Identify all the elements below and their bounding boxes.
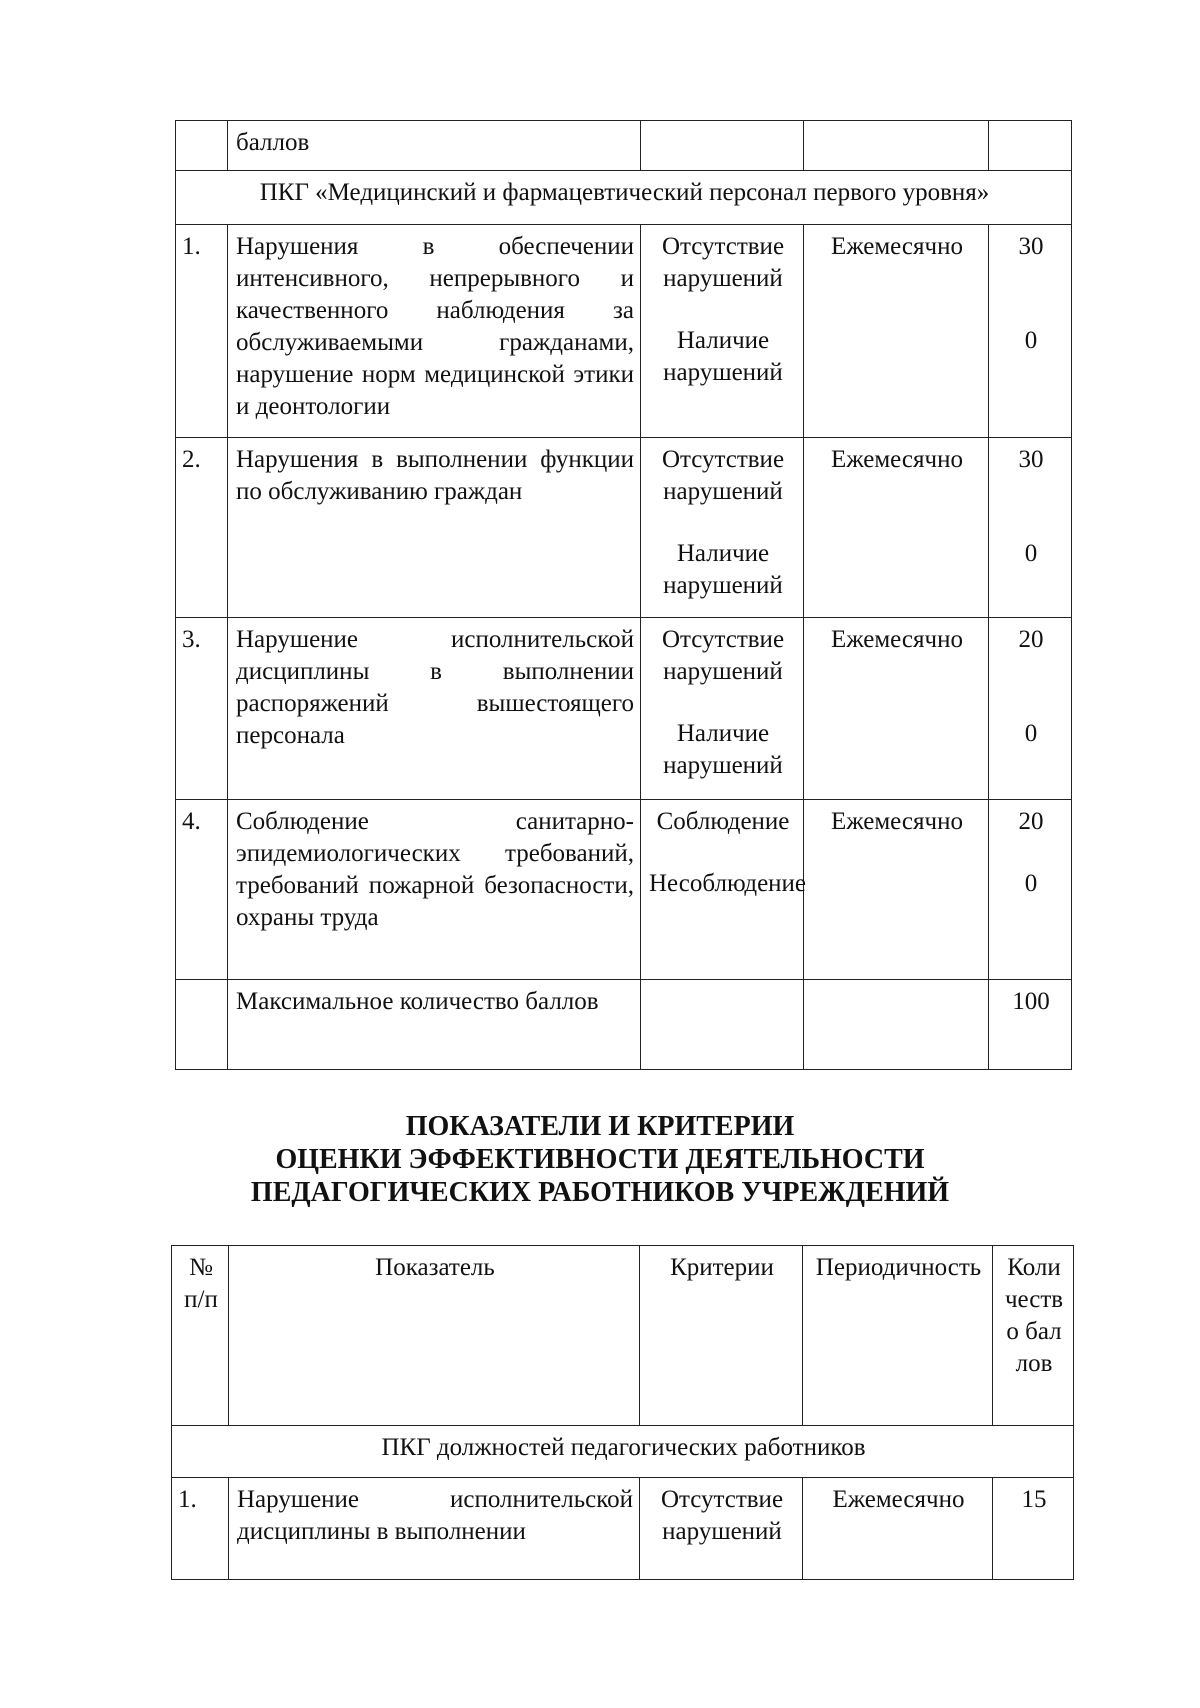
period-cell: Ежемесячно: [804, 225, 989, 438]
criteria-cell: [641, 438, 804, 618]
row-number: 4.: [176, 800, 228, 980]
heading-line: ПОКАЗАТЕЛИ И КРИТЕРИИ: [405, 1111, 795, 1142]
criteria-negative: Наличие нарушений: [663, 540, 783, 599]
section-row: [176, 171, 1072, 225]
criteria-positive: Соблюдение: [656, 808, 790, 835]
criteria-negative: Наличие нарушений: [663, 327, 783, 386]
header-num: № п/п: [172, 1246, 229, 1426]
points-cell: [989, 800, 1072, 980]
max-points-row: [176, 980, 1072, 1070]
criteria-positive: Отсутствие нарушений: [661, 233, 785, 292]
points-positive: 20: [1018, 626, 1044, 653]
period-cell: Ежемесячно: [803, 1478, 993, 1580]
indicator-cell: Максимальное количество баллов: [228, 980, 641, 1070]
max-points: 100: [989, 980, 1072, 1070]
period-cell: Ежемесячно: [804, 618, 989, 800]
points-positive: 30: [1018, 446, 1044, 473]
points-negative: 0: [1024, 540, 1038, 567]
section-title: ПКГ «Медицинский и фармацевтический персонал первого уровня»: [176, 171, 1072, 225]
header-criteria: Критерии: [640, 1246, 803, 1426]
heading-line: ОЦЕНКИ ЭФФЕКТИВНОСТИ ДЕЯТЕЛЬНОСТИ: [275, 1144, 925, 1175]
header-row: [172, 1246, 1074, 1426]
indicator-cell: Нарушение исполнительской дисциплины в выполнении распоряжений вышестоящего персонала: [228, 618, 641, 800]
points-cell: [989, 121, 1072, 171]
points-cell: [989, 225, 1072, 438]
points-positive: 20: [1018, 808, 1044, 835]
section-title: ПКГ должностей педагогических работников: [172, 1426, 1074, 1478]
heading-line: ПЕДАГОГИЧЕСКИХ РАБОТНИКОВ УЧРЕЖДЕНИЙ: [250, 1177, 950, 1208]
indicator-cell: баллов: [228, 121, 641, 171]
row-number: 1.: [176, 225, 228, 438]
criteria-table-pedagogical: [171, 1245, 1074, 1580]
table-row: [176, 121, 1072, 171]
table-row: [172, 1478, 1074, 1580]
period-cell: Ежемесячно: [804, 800, 989, 980]
indicator-cell: Соблюдение санитарно-эпидемиологических требований, требований пожарной безопасности, охраны труда: [228, 800, 641, 980]
period-cell: [804, 980, 989, 1070]
points-negative: 0: [1024, 327, 1038, 354]
header-period: Периодичность: [803, 1246, 993, 1426]
criteria-negative: Наличие нарушений: [663, 720, 783, 779]
period-cell: Ежемесячно: [804, 438, 989, 618]
points-negative: 0: [1024, 720, 1038, 747]
header-indicator: Показатель: [229, 1246, 640, 1426]
points-cell: [989, 618, 1072, 800]
criteria-cell: [641, 618, 804, 800]
header-points: Количество баллов: [993, 1246, 1074, 1426]
period-cell: [804, 121, 989, 171]
points-positive: 30: [1018, 233, 1044, 260]
indicator-cell: Нарушения в выполнении функции по обслуживанию граждан: [228, 438, 641, 618]
section-row: [172, 1426, 1074, 1478]
criteria-positive: Отсутствие нарушений: [661, 446, 785, 505]
criteria-positive: Отсутствие нарушений: [661, 626, 785, 685]
table-row: [176, 225, 1072, 438]
criteria-cell: [641, 225, 804, 438]
indicator-cell: Нарушение исполнительской дисциплины в выполнении: [229, 1478, 640, 1580]
points-cell: [989, 438, 1072, 618]
criteria-cell: Отсутствие нарушений: [640, 1478, 803, 1580]
section-heading: [0, 1110, 1200, 1209]
row-number: 3.: [176, 618, 228, 800]
num-cell: [176, 980, 228, 1070]
num-cell: [176, 121, 228, 171]
table-row: [176, 800, 1072, 980]
table-row: [176, 438, 1072, 618]
criteria-table-medical: [175, 120, 1072, 1070]
points-negative: 0: [1024, 870, 1038, 897]
criteria-cell: [641, 121, 804, 171]
criteria-negative: Несоблюдение: [649, 870, 807, 897]
row-number: 2.: [176, 438, 228, 618]
row-number: 1.: [172, 1478, 229, 1580]
criteria-cell: [641, 800, 807, 980]
points-cell: 15: [993, 1478, 1074, 1580]
criteria-cell: [641, 980, 804, 1070]
table-row: [176, 618, 1072, 800]
indicator-cell: Нарушения в обеспечении интенсивного, непрерывного и качественного наблюдения за обслуживаемыми гражданами, нарушение норм медицинской этики и деонтологии: [228, 225, 641, 438]
